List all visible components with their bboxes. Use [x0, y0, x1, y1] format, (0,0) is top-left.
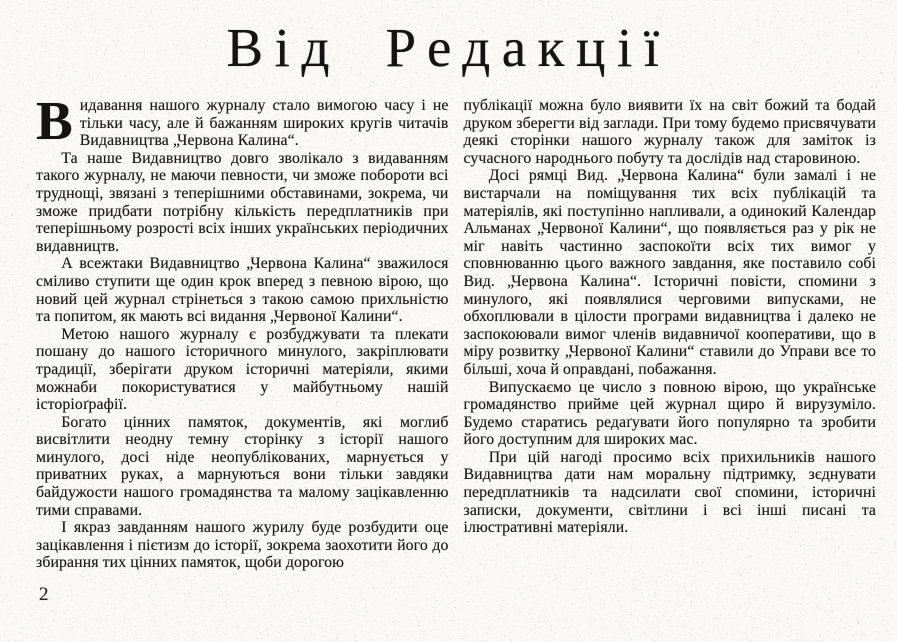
right-column	[464, 97, 877, 572]
left-column	[36, 90, 449, 572]
paragraph: публікації можна було виявити їх на світ божий та бодай друком зберегти від заглади. При тому будемо присвячувати деякі сторінки нашого журналу також для заміток із сучасного народнього побуту та дослідів над старовиною.	[463, 97, 876, 167]
article-body	[36, 90, 876, 572]
page-title: Від Редакції	[226, 17, 671, 78]
paragraph: При цій нагоді просимо всіх прихильників нашого Видавництва дати нам моральну підтримку, зєднувати передплатників та надсилати свої спомини, історичні записки, документи, світлини і всі інші писані та ілюстративні матеріяли.	[463, 448, 876, 537]
paragraph: Випускаємо це число з повною вірою, що українське громадянство прийме цей журнал щиро й вирузуміло. Будемо старатись редаґувати його популярно та зробити його доступним для широких мас.	[463, 378, 876, 449]
paragraph: Метою нашого журналу є розбуджувати та плекати пошану до нашого історичного минулого, закріплювати традиції, зберігати друком історичні матеріяли, якими можнаби покористуватися у майбутньому нашій історіоґрафії.	[36, 325, 449, 414]
paragraph-text: идавання нашого журналу стало вимогою часу і не тільки часу, але й бажанням широких кругів читачів Видавництва „Червона Калина“.	[79, 97, 449, 150]
paragraph: І якраз завданням нашого журилу буде розбудити оце зацікавлення і пієтизм до історії, зокрема заохотити його до збирання тих цінних памяток, щоби дорогою	[36, 519, 449, 572]
paragraph: Досі рямці Вид. „Червона Калина“ були замалі і не вистарчали на поміщування тих всіх публікацій та матеріялів, які поступінно напливали, а одинокий Календар Альманах „Червоної Калини“, що появляється раз у рік не міг навіть частинно заспокоїти всіх тих вимог у сповнюванню цього важного завдання, яке поставило собі Вид. „Червона Калина“. Історичні повісти, спомини з минулого, які появлялися черговими випусками, не обхоплювали в цілости програми видавництва і далеко не заспокоювали вимог членів видавничої кооперативи, що в міру розвитку „Червоної Калини“ ставили до Управи все то більші, хоча й оправдані, побажання.	[463, 167, 876, 378]
paragraph: А всежтаки Видавництво „Червона Калина“ зважилося сміливо ступити ще один крок вперед з певною вірою, що новий цей журнал стрінеться з такою самою прихльністю та попитом, як мають всі видання „Червоної Калини“.	[36, 255, 449, 326]
page-number: 2	[39, 584, 49, 605]
paragraph: Та наше Видавництво довго зволікало з видаванням такого журналу, не маючи певности, чи зможе побороти всі труднощі, звязані з теперішними обставинами, зокрема, чи зможе придбати потрібну кількість передплатників при теперішньому розрості всіх інших українських періодичних видавництв.	[36, 149, 449, 255]
paragraph	[36, 90, 449, 151]
paragraph: Богато цінних памяток, документів, які моглиб висвітлити неодну темну сторінку з історії нашого минулого, досі ніде неопублікованих, марнується у приватних руках, а марнуються вони тільки завдяки байдужости нашого громадянства та малому зацікавленню тими справами.	[36, 413, 449, 519]
drop-cap-letter: В	[36, 90, 73, 151]
